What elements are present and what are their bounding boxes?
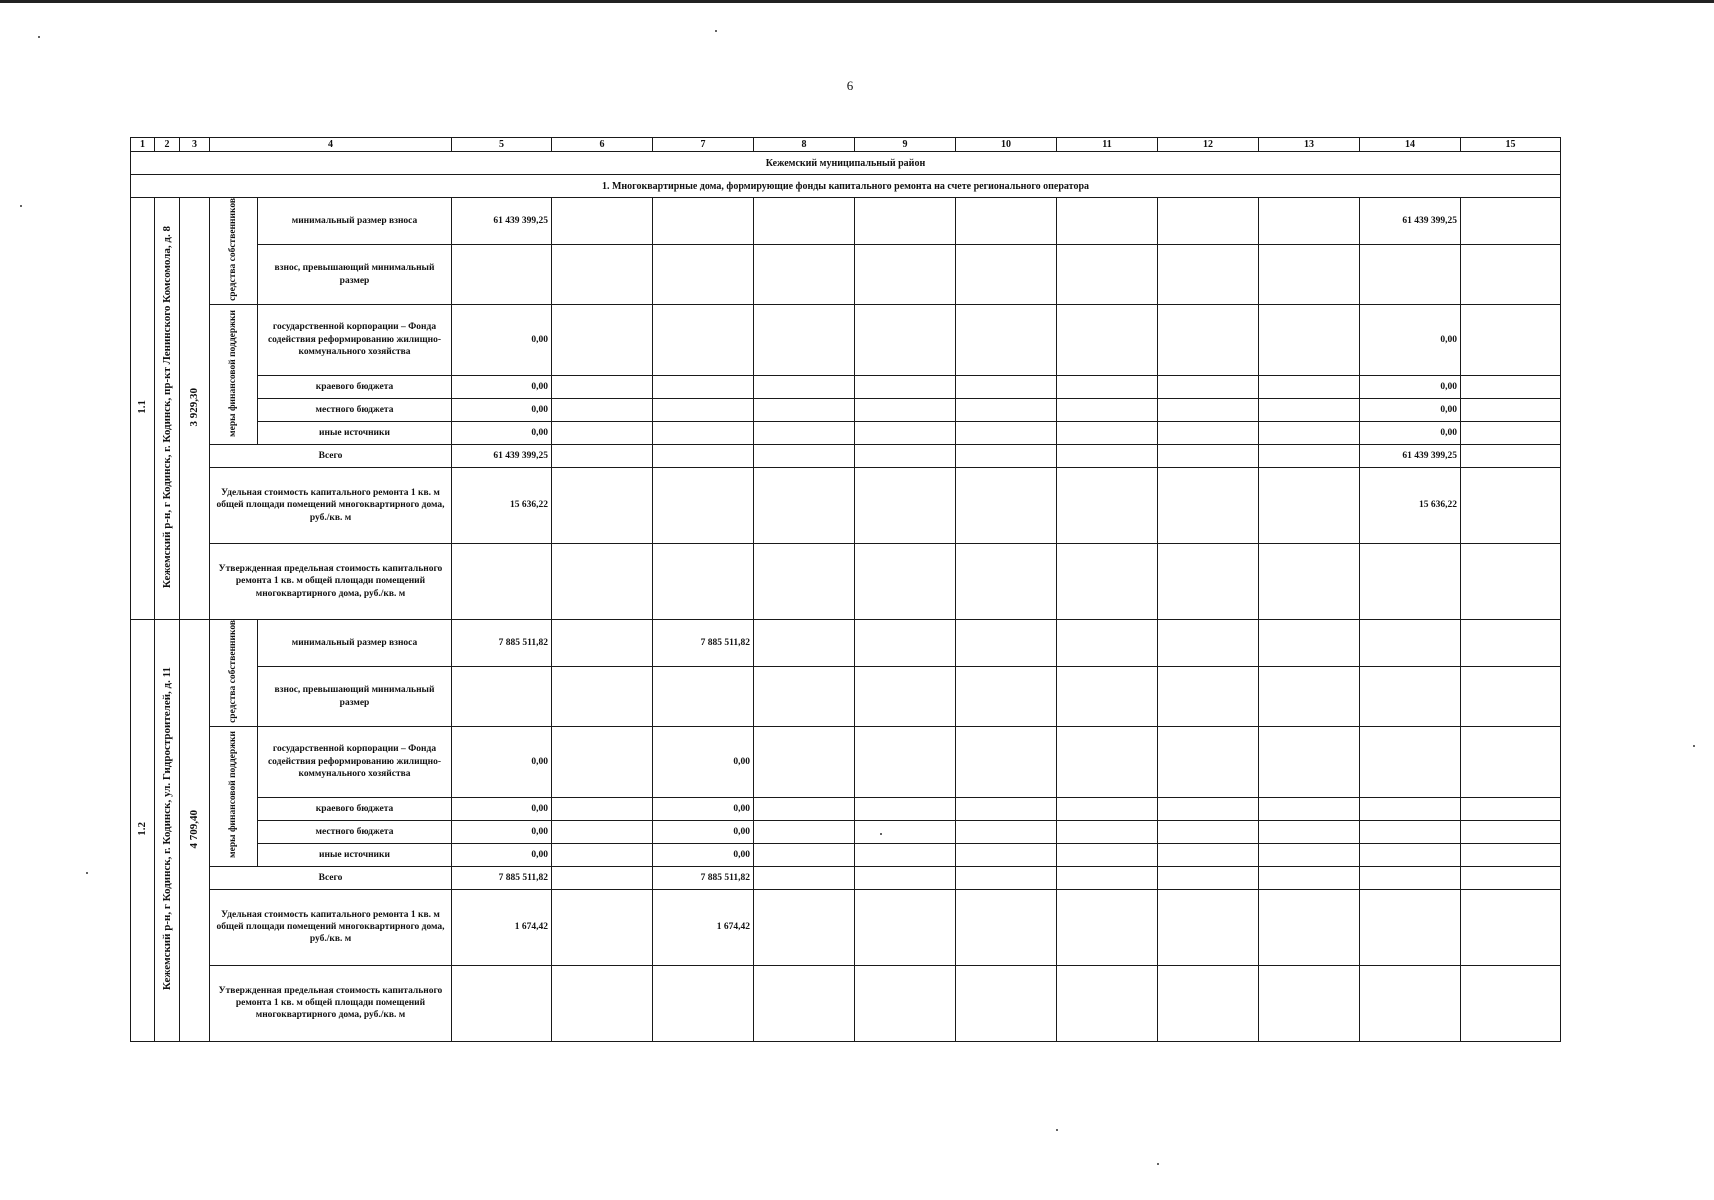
cell-col7 bbox=[653, 543, 754, 619]
cell-col5: 0,00 bbox=[452, 398, 552, 421]
cell-col7 bbox=[653, 965, 754, 1041]
cell-col14 bbox=[1360, 667, 1461, 727]
house-area: 3 929,30 bbox=[188, 387, 201, 427]
cell-col7: 7 885 511,82 bbox=[653, 619, 754, 666]
cell-col7: 0,00 bbox=[653, 843, 754, 866]
house-number-cell bbox=[131, 619, 155, 1041]
table-row bbox=[131, 467, 1561, 543]
table-row bbox=[131, 965, 1561, 1041]
cell-col5: 7 885 511,82 bbox=[452, 619, 552, 666]
table-row bbox=[131, 543, 1561, 619]
cell-col5: 15 636,22 bbox=[452, 467, 552, 543]
cell-col7 bbox=[653, 467, 754, 543]
table-row bbox=[131, 843, 1561, 866]
cell-col14 bbox=[1360, 797, 1461, 820]
house-area-cell bbox=[180, 198, 210, 620]
scan-speck bbox=[880, 833, 882, 835]
cell-col7: 0,00 bbox=[653, 797, 754, 820]
cell-col7 bbox=[653, 667, 754, 727]
cell-col7 bbox=[653, 245, 754, 305]
table-row bbox=[131, 245, 1561, 305]
owners-funds-label: средства собственников bbox=[228, 198, 239, 301]
cell-col5 bbox=[452, 667, 552, 727]
cell-col14 bbox=[1360, 866, 1461, 889]
row-label-limit-cost: Утвержденная предельная стоимость капитального ремонта 1 кв. м общей площади помещений многоквартирного дома, руб./кв. м bbox=[210, 543, 452, 619]
cell-col14 bbox=[1360, 820, 1461, 843]
row-label: взнос, превышающий минимальный размер bbox=[258, 245, 452, 305]
cell-col5: 0,00 bbox=[452, 797, 552, 820]
support-group bbox=[210, 726, 258, 866]
table-row bbox=[131, 398, 1561, 421]
district-title: Кежемский муниципальный район bbox=[131, 152, 1561, 175]
cell-col5 bbox=[452, 543, 552, 619]
table-row bbox=[131, 797, 1561, 820]
table-row bbox=[131, 375, 1561, 398]
column-header: 13 bbox=[1259, 138, 1360, 152]
scan-speck bbox=[38, 36, 40, 38]
scan-speck bbox=[715, 30, 717, 32]
row-label: местного бюджета bbox=[258, 398, 452, 421]
row-label: минимальный размер взноса bbox=[258, 198, 452, 245]
column-header: 2 bbox=[155, 138, 180, 152]
cell-col7 bbox=[653, 375, 754, 398]
column-number-row bbox=[131, 138, 1561, 152]
column-header: 12 bbox=[1158, 138, 1259, 152]
capital-repair-table bbox=[130, 137, 1561, 1042]
row-label: краевого бюджета bbox=[258, 797, 452, 820]
cell-col14 bbox=[1360, 843, 1461, 866]
cell-col7 bbox=[653, 444, 754, 467]
column-header: 15 bbox=[1461, 138, 1561, 152]
scan-speck bbox=[86, 872, 88, 874]
column-header: 5 bbox=[452, 138, 552, 152]
cell-col14: 0,00 bbox=[1360, 375, 1461, 398]
cell-col14 bbox=[1360, 965, 1461, 1041]
owners-funds-group bbox=[210, 198, 258, 305]
cell-col5: 0,00 bbox=[452, 421, 552, 444]
table-row bbox=[131, 619, 1561, 666]
row-label: минимальный размер взноса bbox=[258, 619, 452, 666]
cell-col5 bbox=[452, 965, 552, 1041]
column-header: 9 bbox=[855, 138, 956, 152]
row-label-total: Всего bbox=[210, 866, 452, 889]
column-header: 4 bbox=[210, 138, 452, 152]
cell-col14 bbox=[1360, 619, 1461, 666]
table-row bbox=[131, 726, 1561, 797]
house-address-cell bbox=[155, 619, 180, 1041]
row-label-unit-cost: Удельная стоимость капитального ремонта 1 кв. м общей площади помещений многоквартирного дома, руб./кв. м bbox=[210, 889, 452, 965]
column-header: 11 bbox=[1057, 138, 1158, 152]
cell-col14: 61 439 399,25 bbox=[1360, 198, 1461, 245]
house-number: 1.2 bbox=[136, 821, 149, 836]
column-header: 1 bbox=[131, 138, 155, 152]
column-header: 3 bbox=[180, 138, 210, 152]
scan-speck bbox=[1056, 1129, 1058, 1131]
cell-col5: 0,00 bbox=[452, 843, 552, 866]
cell-col5: 61 439 399,25 bbox=[452, 444, 552, 467]
column-header: 14 bbox=[1360, 138, 1461, 152]
cell-col5: 1 674,42 bbox=[452, 889, 552, 965]
column-header: 10 bbox=[956, 138, 1057, 152]
cell-col7: 0,00 bbox=[653, 726, 754, 797]
cell-col14: 0,00 bbox=[1360, 421, 1461, 444]
owners-funds-label: средства собственников bbox=[228, 619, 239, 723]
cell-col5: 61 439 399,25 bbox=[452, 198, 552, 245]
cell-col14: 0,00 bbox=[1360, 398, 1461, 421]
column-header: 8 bbox=[754, 138, 855, 152]
table-row bbox=[131, 421, 1561, 444]
owners-funds-group bbox=[210, 619, 258, 726]
cell-col5 bbox=[452, 245, 552, 305]
support-label: меры финансовой поддержки bbox=[228, 731, 239, 859]
row-label: иные источники bbox=[258, 421, 452, 444]
row-label: государственной корпорации – Фонда содействия реформированию жилищно-коммунального хозяйства bbox=[258, 304, 452, 375]
cell-col7 bbox=[653, 304, 754, 375]
house-address: Кежемский р-н, г Кодинск, г. Кодинск, ул. Гидростроителей, д. 11 bbox=[160, 667, 173, 991]
cell-col5: 0,00 bbox=[452, 820, 552, 843]
table-row bbox=[131, 866, 1561, 889]
cell-col7: 7 885 511,82 bbox=[653, 866, 754, 889]
row-label: государственной корпорации – Фонда содействия реформированию жилищно-коммунального хозяйства bbox=[258, 726, 452, 797]
table-row bbox=[131, 304, 1561, 375]
section-title: 1. Многоквартирные дома, формирующие фонды капитального ремонта на счете регионального оператора bbox=[131, 175, 1561, 198]
cell-col7: 0,00 bbox=[653, 820, 754, 843]
cell-col5: 0,00 bbox=[452, 375, 552, 398]
row-label: краевого бюджета bbox=[258, 375, 452, 398]
table-row bbox=[131, 667, 1561, 727]
cell-col14: 0,00 bbox=[1360, 304, 1461, 375]
page-top-border bbox=[0, 0, 1714, 3]
cell-col14 bbox=[1360, 726, 1461, 797]
cell-col7 bbox=[653, 198, 754, 245]
house-number-cell bbox=[131, 198, 155, 620]
cell-col7: 1 674,42 bbox=[653, 889, 754, 965]
table-row bbox=[131, 820, 1561, 843]
house-address-cell bbox=[155, 198, 180, 620]
cell-col5: 0,00 bbox=[452, 726, 552, 797]
house-area-cell bbox=[180, 619, 210, 1041]
cell-col14 bbox=[1360, 889, 1461, 965]
cell-col14: 15 636,22 bbox=[1360, 467, 1461, 543]
column-header: 7 bbox=[653, 138, 754, 152]
row-label-limit-cost: Утвержденная предельная стоимость капитального ремонта 1 кв. м общей площади помещений многоквартирного дома, руб./кв. м bbox=[210, 965, 452, 1041]
table-row bbox=[131, 198, 1561, 245]
row-label: иные источники bbox=[258, 843, 452, 866]
cell-col14 bbox=[1360, 245, 1461, 305]
house-number: 1.1 bbox=[136, 400, 149, 414]
scan-speck bbox=[1693, 745, 1695, 747]
cell-col5: 7 885 511,82 bbox=[452, 866, 552, 889]
house-address: Кежемский р-н, г Кодинск, г. Кодинск, пр-кт Ленинского Комсомола, д. 8 bbox=[160, 225, 173, 588]
page-number: 6 bbox=[846, 78, 854, 93]
cell-col5: 0,00 bbox=[452, 304, 552, 375]
table-row bbox=[131, 444, 1561, 467]
table-row bbox=[131, 889, 1561, 965]
row-label-total: Всего bbox=[210, 444, 452, 467]
support-label: меры финансовой поддержки bbox=[228, 309, 239, 437]
support-group bbox=[210, 304, 258, 444]
row-label: местного бюджета bbox=[258, 820, 452, 843]
house-area: 4 709,40 bbox=[188, 809, 201, 849]
cell-col14 bbox=[1360, 543, 1461, 619]
row-label-unit-cost: Удельная стоимость капитального ремонта 1 кв. м общей площади помещений многоквартирного дома, руб./кв. м bbox=[210, 467, 452, 543]
cell-col7 bbox=[653, 421, 754, 444]
cell-col14: 61 439 399,25 bbox=[1360, 444, 1461, 467]
cell-col7 bbox=[653, 398, 754, 421]
scan-speck bbox=[1157, 1163, 1159, 1165]
row-label: взнос, превышающий минимальный размер bbox=[258, 667, 452, 727]
scan-speck bbox=[20, 205, 22, 207]
column-header: 6 bbox=[552, 138, 653, 152]
